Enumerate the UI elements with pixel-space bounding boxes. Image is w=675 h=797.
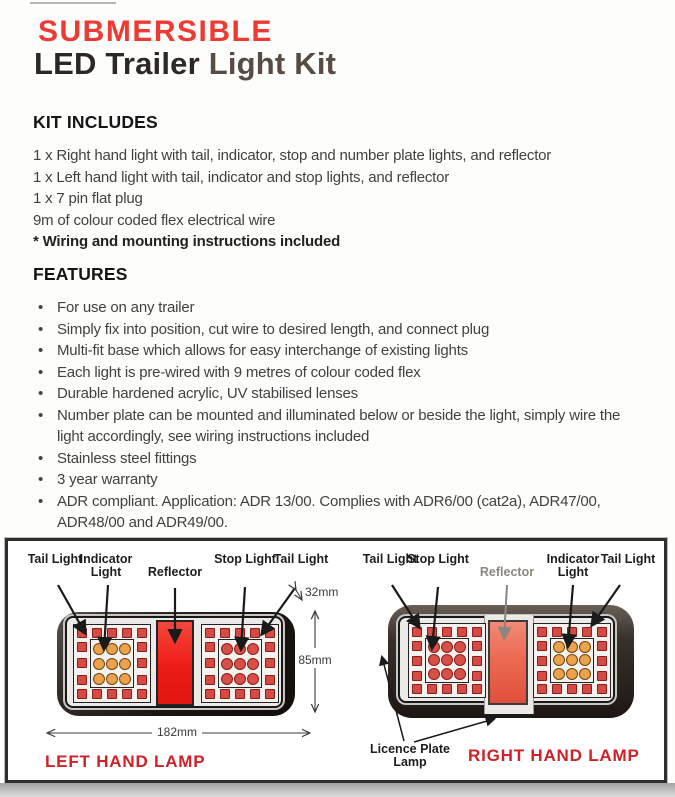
led-square bbox=[220, 628, 230, 638]
led-square bbox=[597, 627, 607, 637]
feature-item: • Durable hardened acrylic, UV stabilised lenses bbox=[33, 383, 642, 405]
led-circle bbox=[93, 643, 105, 655]
led-circle bbox=[579, 668, 591, 680]
package-edge-line bbox=[30, 2, 116, 4]
label-indicator-light: Indicator Light bbox=[79, 552, 133, 579]
led-square bbox=[472, 641, 482, 651]
led-circle bbox=[441, 641, 453, 653]
label-tail-light: Tail Light bbox=[27, 552, 83, 566]
feature-item: • For use on any trailer bbox=[33, 297, 642, 319]
led-circle bbox=[106, 673, 118, 685]
kit-item: 1 x Right hand light with tail, indicator, stop and number plate lights, and reflector bbox=[33, 147, 552, 164]
led-circle bbox=[566, 641, 578, 653]
led-square bbox=[582, 684, 592, 694]
led-square bbox=[205, 689, 215, 699]
label-stop-light: Stop Light bbox=[214, 552, 276, 566]
label-tail-light: Tail Light bbox=[362, 552, 418, 566]
left-lamp-stop-section bbox=[201, 624, 279, 703]
led-square bbox=[597, 684, 607, 694]
label-reflector: Reflector bbox=[147, 565, 203, 579]
left-lamp bbox=[57, 612, 295, 716]
led-square bbox=[552, 627, 562, 637]
led-square bbox=[137, 658, 147, 668]
feature-item: • 3 year warranty bbox=[33, 469, 642, 491]
led-circle bbox=[247, 658, 259, 670]
led-circle bbox=[454, 654, 466, 666]
led-square bbox=[537, 671, 547, 681]
title-light-kit: Light Kit bbox=[199, 46, 337, 81]
left-lamp-indicator-section bbox=[73, 624, 151, 703]
led-square bbox=[567, 684, 577, 694]
led-square bbox=[597, 656, 607, 666]
led-circle bbox=[93, 658, 105, 670]
led-square bbox=[77, 642, 87, 652]
feature-item: • Number plate can be mounted and illuminated below or beside the light, simply wire the light accordingly, see wiring instructions included bbox=[33, 405, 642, 448]
licence-plate-lamp-label: Licence Plate Lamp bbox=[370, 742, 450, 769]
label-stop-light: Stop Light bbox=[407, 552, 469, 566]
led-circle bbox=[106, 658, 118, 670]
right-lamp-caption: RIGHT HAND LAMP bbox=[468, 746, 640, 765]
label-tail-light: Tail Light bbox=[600, 552, 656, 566]
led-square bbox=[250, 628, 260, 638]
led-circle bbox=[428, 654, 440, 666]
led-circle bbox=[119, 643, 131, 655]
right-lamp bbox=[388, 605, 634, 718]
kit-item: 1 x Left hand light with tail, indicator and stop lights, and reflector bbox=[33, 168, 450, 186]
led-square bbox=[597, 671, 607, 681]
dimension-width: 182mm bbox=[156, 725, 198, 739]
kit-note: * Wiring and mounting instructions included bbox=[33, 233, 341, 250]
led-square bbox=[537, 684, 547, 694]
led-circle bbox=[553, 641, 565, 653]
led-square bbox=[92, 628, 102, 638]
led-square bbox=[77, 689, 87, 699]
right-lamp-reflector bbox=[488, 620, 528, 705]
package-bottom-edge bbox=[0, 783, 675, 797]
kit-item: 9m of colour coded flex electrical wire bbox=[33, 211, 276, 229]
kit-item: 1 x 7 pin flat plug bbox=[33, 190, 143, 207]
right-lamp-lens-panel bbox=[398, 616, 615, 703]
led-circle bbox=[119, 673, 131, 685]
led-circle bbox=[93, 673, 105, 685]
led-circle bbox=[221, 643, 233, 655]
led-square bbox=[137, 628, 147, 638]
led-square bbox=[472, 656, 482, 666]
led-circle bbox=[428, 641, 440, 653]
features-section bbox=[33, 264, 645, 534]
led-square bbox=[412, 671, 422, 681]
led-square bbox=[205, 675, 215, 685]
led-circle bbox=[454, 668, 466, 680]
label-reflector: Reflector bbox=[479, 565, 535, 579]
led-circle bbox=[566, 668, 578, 680]
led-square bbox=[442, 627, 452, 637]
lamp-diagram-panel bbox=[5, 538, 667, 783]
led-square bbox=[265, 675, 275, 685]
led-square bbox=[92, 689, 102, 699]
led-square bbox=[220, 689, 230, 699]
right-lamp-stop-section bbox=[408, 623, 486, 698]
led-square bbox=[265, 642, 275, 652]
led-square bbox=[122, 689, 132, 699]
led-square bbox=[235, 628, 245, 638]
dimension-height: 85mm bbox=[298, 653, 332, 667]
led-circle bbox=[441, 654, 453, 666]
led-circle bbox=[247, 673, 259, 685]
led-square bbox=[107, 628, 117, 638]
led-square bbox=[137, 675, 147, 685]
led-square bbox=[457, 627, 467, 637]
led-square bbox=[205, 642, 215, 652]
led-square bbox=[137, 689, 147, 699]
led-square bbox=[552, 684, 562, 694]
led-circle bbox=[566, 654, 578, 666]
led-square bbox=[442, 684, 452, 694]
features-list bbox=[33, 297, 645, 534]
led-square bbox=[537, 627, 547, 637]
led-square bbox=[77, 628, 87, 638]
led-square bbox=[122, 628, 132, 638]
led-circle bbox=[119, 658, 131, 670]
product-title-line2 bbox=[34, 46, 336, 82]
product-title-line1: SUBMERSIBLE bbox=[38, 15, 273, 48]
led-square bbox=[265, 658, 275, 668]
led-square bbox=[412, 656, 422, 666]
led-square bbox=[537, 656, 547, 666]
led-circle bbox=[221, 673, 233, 685]
led-circle bbox=[234, 658, 246, 670]
feature-item: • Each light is pre-wired with 9 metres of colour coded flex bbox=[33, 362, 642, 384]
led-square bbox=[205, 658, 215, 668]
led-circle bbox=[579, 641, 591, 653]
led-square bbox=[582, 627, 592, 637]
led-circle bbox=[454, 641, 466, 653]
feature-item: • Simply fix into position, cut wire to desired length, and connect plug bbox=[33, 319, 642, 341]
kit-includes-heading: KIT INCLUDES bbox=[33, 112, 158, 132]
led-circle bbox=[106, 643, 118, 655]
features-heading: FEATURES bbox=[33, 264, 128, 284]
feature-item: • ADR compliant. Application: ADR 13/00. Complies with ADR6/00 (cat2a), ADR47/00, ADR48/00 and ADR49/00. bbox=[33, 491, 642, 534]
led-square bbox=[77, 658, 87, 668]
label-indicator-light: Indicator Light bbox=[546, 552, 600, 579]
led-square bbox=[250, 689, 260, 699]
dimension-depth: 32mm bbox=[305, 585, 339, 599]
led-circle bbox=[441, 668, 453, 680]
led-square bbox=[412, 684, 422, 694]
led-square bbox=[137, 642, 147, 652]
label-tail-light: Tail Light bbox=[273, 552, 329, 566]
led-square bbox=[567, 627, 577, 637]
led-square bbox=[265, 689, 275, 699]
feature-item: • Stainless steel fittings bbox=[33, 448, 642, 470]
left-lamp-caption: LEFT HAND LAMP bbox=[45, 752, 206, 771]
led-circle bbox=[428, 668, 440, 680]
led-circle bbox=[553, 668, 565, 680]
led-square bbox=[205, 628, 215, 638]
led-square bbox=[412, 641, 422, 651]
feature-item: • Multi-fit base which allows for easy interchange of existing lights bbox=[33, 340, 642, 362]
led-square bbox=[597, 641, 607, 651]
kit-includes-section bbox=[33, 112, 645, 253]
led-square bbox=[537, 641, 547, 651]
led-square bbox=[427, 627, 437, 637]
led-square bbox=[235, 689, 245, 699]
led-circle bbox=[221, 658, 233, 670]
led-circle bbox=[247, 643, 259, 655]
led-square bbox=[427, 684, 437, 694]
led-square bbox=[472, 671, 482, 681]
left-lamp-reflector bbox=[156, 620, 194, 706]
led-square bbox=[472, 684, 482, 694]
led-circle bbox=[234, 643, 246, 655]
right-lamp-indicator-section bbox=[533, 623, 611, 698]
led-square bbox=[77, 675, 87, 685]
led-circle bbox=[553, 654, 565, 666]
title-led-trailer: LED Trailer bbox=[34, 46, 200, 81]
led-square bbox=[265, 628, 275, 638]
led-circle bbox=[579, 654, 591, 666]
led-square bbox=[412, 627, 422, 637]
led-square bbox=[457, 684, 467, 694]
led-square bbox=[107, 689, 117, 699]
led-square bbox=[472, 627, 482, 637]
left-lamp-lens-panel bbox=[65, 616, 283, 708]
led-circle bbox=[234, 673, 246, 685]
